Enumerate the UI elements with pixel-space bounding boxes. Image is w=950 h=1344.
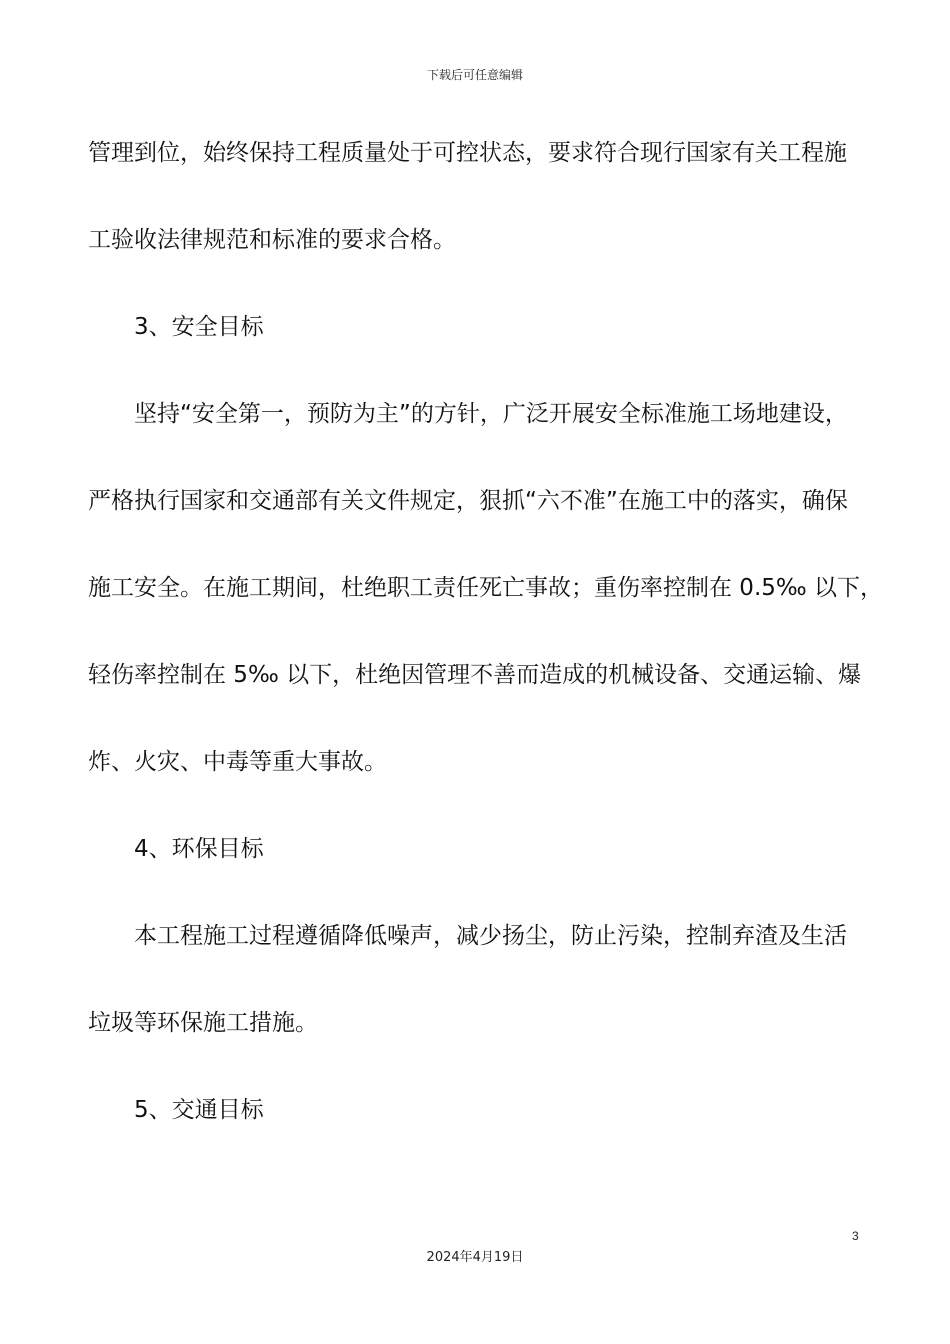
paragraph-line: 本工程施工过程遵循降低噪声，减少扬尘，防止污染，控制弃渣及生活 bbox=[134, 923, 847, 949]
footer-date: 2024年4月19日 bbox=[426, 1250, 524, 1265]
paragraph-line: 管理到位，始终保持工程质量处于可控状态，要求符合现行国家有关工程施 bbox=[88, 140, 847, 166]
paragraph-line: 轻伤率控制在 5‰ 以下，杜绝因管理不善而造成的机械设备、交通运输、爆 bbox=[88, 662, 862, 688]
page-number: 3 bbox=[852, 1229, 859, 1243]
paragraph-line: 工验收法律规范和标准的要求合格。 bbox=[88, 227, 456, 253]
paragraph-line: 垃圾等环保施工措施。 bbox=[88, 1010, 318, 1036]
paragraph-line: 严格执行国家和交通部有关文件规定，狠抓“六不准”在施工中的落实，确保 bbox=[88, 488, 848, 514]
paragraph-line: 坚持“安全第一，预防为主”的方针，广泛开展安全标准施工场地建设， bbox=[134, 401, 848, 427]
page-header: 下载后可任意编辑 bbox=[426, 68, 523, 82]
section-heading-safety: 3、安全目标 bbox=[134, 314, 264, 340]
section-heading-environment: 4、环保目标 bbox=[134, 836, 264, 862]
section-heading-traffic: 5、交通目标 bbox=[134, 1097, 264, 1123]
document-body bbox=[88, 124, 884, 1168]
paragraph-line: 施工安全。在施工期间，杜绝职工责任死亡事故；重伤率控制在 0.5‰ 以下， bbox=[88, 575, 884, 601]
paragraph-line: 炸、火灾、中毒等重大事故。 bbox=[88, 749, 387, 775]
